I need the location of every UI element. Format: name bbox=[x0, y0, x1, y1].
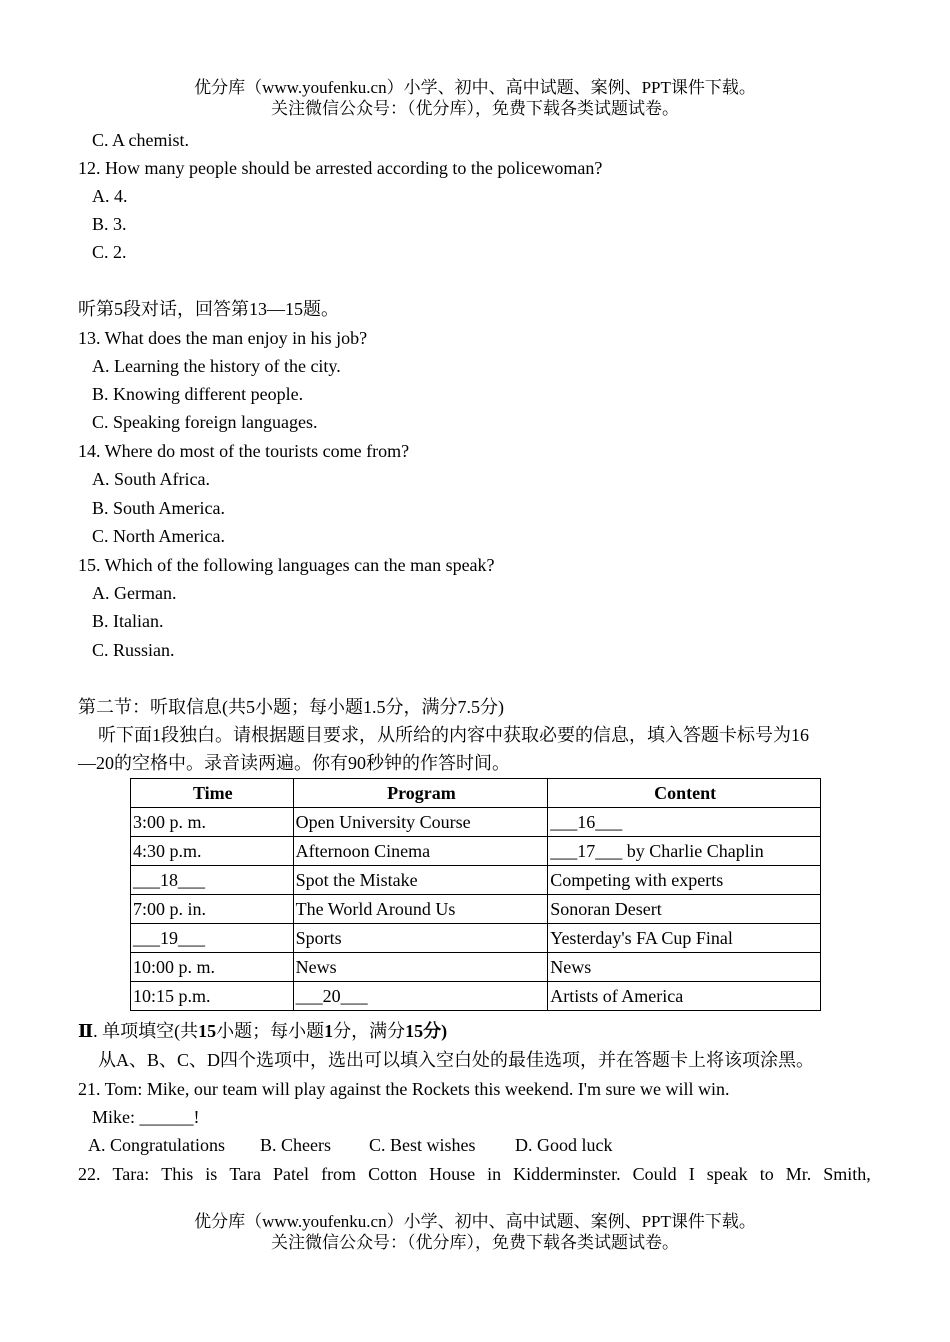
part2-title: 第二节：听取信息(共5小题；每小题1.5分，满分7.5分) bbox=[78, 697, 504, 717]
q13-option-a: A. Learning the history of the city. bbox=[92, 356, 341, 376]
q21-line1: 21. Tom: Mike, our team will play against the Rockets this weekend. I'm sure we will win. bbox=[78, 1079, 730, 1099]
table-header-row bbox=[131, 779, 821, 808]
cell-time: 3:00 p. m. bbox=[131, 808, 294, 837]
q22-word: from bbox=[321, 1164, 357, 1184]
q11-option-c: C. A chemist. bbox=[92, 130, 190, 150]
q22-word: Could bbox=[632, 1164, 677, 1184]
q14-option-b: B. South America. bbox=[92, 498, 225, 518]
q14-question: 14. Where do most of the tourists come from? bbox=[78, 441, 410, 461]
cell-content: ___16___ bbox=[548, 808, 821, 837]
section2-title-end: 分) bbox=[423, 1021, 448, 1041]
section2-title-mid1: 小题；每小题 bbox=[216, 1021, 325, 1041]
section2-title bbox=[78, 1020, 447, 1042]
q12-option-b: B. 3. bbox=[92, 214, 127, 234]
section2-title-mid2: 分，满分 bbox=[333, 1021, 406, 1041]
cell-program: Sports bbox=[293, 924, 548, 953]
section2-total: 15 bbox=[405, 1021, 424, 1041]
cell-program: Open University Course bbox=[293, 808, 548, 837]
q15-question: 15. Which of the following languages can the man speak? bbox=[78, 555, 495, 575]
header-line-2: 关注微信公众号：（优分库），免费下载各类试题试卷。 bbox=[271, 99, 679, 118]
section5-instruction: 听第5段对话，回答第13—15题。 bbox=[78, 299, 339, 319]
header-line-1: 优分库（www.youfenku.cn）小学、初中、高中试题、案例、PPT课件下载。 bbox=[194, 78, 756, 97]
part2-instruction-line1: 听下面1段独白。请根据题目要求，从所给的内容中获取必要的信息，填入答题卡标号为16 bbox=[98, 725, 809, 745]
q21-line2: Mike: ______! bbox=[92, 1107, 200, 1127]
q22-word: Tara: bbox=[112, 1164, 150, 1184]
q22-word: Mr. bbox=[785, 1164, 812, 1184]
q22-word: 22. bbox=[78, 1164, 101, 1184]
footer-line-1: 优分库（www.youfenku.cn）小学、初中、高中试题、案例、PPT课件下载。 bbox=[194, 1212, 756, 1231]
section2-each: 1 bbox=[324, 1021, 334, 1041]
q22-word: Smith, bbox=[823, 1164, 871, 1184]
q22-word: to bbox=[759, 1164, 774, 1184]
cell-time: 10:15 p.m. bbox=[131, 982, 294, 1011]
q22-word: is bbox=[205, 1164, 218, 1184]
cell-content: News bbox=[548, 953, 821, 982]
q22-word: This bbox=[161, 1164, 194, 1184]
q12-option-c: C. 2. bbox=[92, 242, 127, 262]
page-footer bbox=[0, 1211, 950, 1253]
section2-instruction: 从A、B、C、D四个选项中，选出可以填入空白处的最佳选项，并在答题卡上将该项涂黑。 bbox=[98, 1050, 815, 1070]
table-row bbox=[131, 837, 821, 866]
table-row bbox=[131, 924, 821, 953]
cell-program: Afternoon Cinema bbox=[293, 837, 548, 866]
q22-word: Patel bbox=[273, 1164, 310, 1184]
q15-option-c: C. Russian. bbox=[92, 640, 175, 660]
cell-content: Competing with experts bbox=[548, 866, 821, 895]
part2-instruction-line2: —20的空格中。录音读两遍。你有90秒钟的作答时间。 bbox=[78, 753, 510, 773]
cell-time: 7:00 p. in. bbox=[131, 895, 294, 924]
header-program: Program bbox=[293, 779, 548, 808]
q22-word: House bbox=[429, 1164, 476, 1184]
q22-word: Tara bbox=[229, 1164, 262, 1184]
cell-content: Sonoran Desert bbox=[548, 895, 821, 924]
cell-content: Artists of America bbox=[548, 982, 821, 1011]
q22-word: speak bbox=[706, 1164, 748, 1184]
q13-option-c: C. Speaking foreign languages. bbox=[92, 412, 318, 432]
q22-word: in bbox=[487, 1164, 502, 1184]
cell-program: The World Around Us bbox=[293, 895, 548, 924]
cell-content: ___17___ by Charlie Chaplin bbox=[548, 837, 821, 866]
table-row bbox=[131, 982, 821, 1011]
q14-option-c: C. North America. bbox=[92, 526, 225, 546]
q21-option-a: A. Congratulations bbox=[88, 1135, 225, 1155]
table-row bbox=[131, 808, 821, 837]
q22-word: Cotton bbox=[368, 1164, 418, 1184]
section2-count: 15 bbox=[198, 1021, 217, 1041]
section2-title-pre: . 单项填空(共 bbox=[93, 1021, 199, 1041]
q21-option-c: C. Best wishes bbox=[369, 1135, 476, 1155]
table-row bbox=[131, 866, 821, 895]
cell-content: Yesterday's FA Cup Final bbox=[548, 924, 821, 953]
q15-option-b: B. Italian. bbox=[92, 611, 164, 631]
cell-time: ___19___ bbox=[131, 924, 294, 953]
q13-question: 13. What does the man enjoy in his job? bbox=[78, 328, 368, 348]
header-time: Time bbox=[131, 779, 294, 808]
program-table bbox=[130, 778, 821, 1011]
table-row bbox=[131, 895, 821, 924]
page-header bbox=[0, 77, 950, 119]
q12-option-a: A. 4. bbox=[92, 186, 128, 206]
q12-question: 12. How many people should be arrested according to the policewoman? bbox=[78, 158, 603, 178]
q21-option-b: B. Cheers bbox=[260, 1135, 331, 1155]
cell-program: Spot the Mistake bbox=[293, 866, 548, 895]
q22-line1 bbox=[78, 1163, 871, 1185]
q22-word: I bbox=[688, 1164, 695, 1184]
q15-option-a: A. German. bbox=[92, 583, 177, 603]
footer-line-2: 关注微信公众号：（优分库），免费下载各类试题试卷。 bbox=[271, 1233, 679, 1252]
header-content: Content bbox=[548, 779, 821, 808]
table-row bbox=[131, 953, 821, 982]
section2-numeral: Ⅱ bbox=[78, 1021, 94, 1041]
cell-program: News bbox=[293, 953, 548, 982]
cell-time: ___18___ bbox=[131, 866, 294, 895]
q22-word: Kidderminster. bbox=[513, 1164, 621, 1184]
cell-time: 4:30 p.m. bbox=[131, 837, 294, 866]
cell-program: ___20___ bbox=[293, 982, 548, 1011]
q21-options bbox=[88, 1134, 613, 1156]
q13-option-b: B. Knowing different people. bbox=[92, 384, 304, 404]
q14-option-a: A. South Africa. bbox=[92, 469, 210, 489]
q21-option-d: D. Good luck bbox=[515, 1135, 613, 1155]
cell-time: 10:00 p. m. bbox=[131, 953, 294, 982]
